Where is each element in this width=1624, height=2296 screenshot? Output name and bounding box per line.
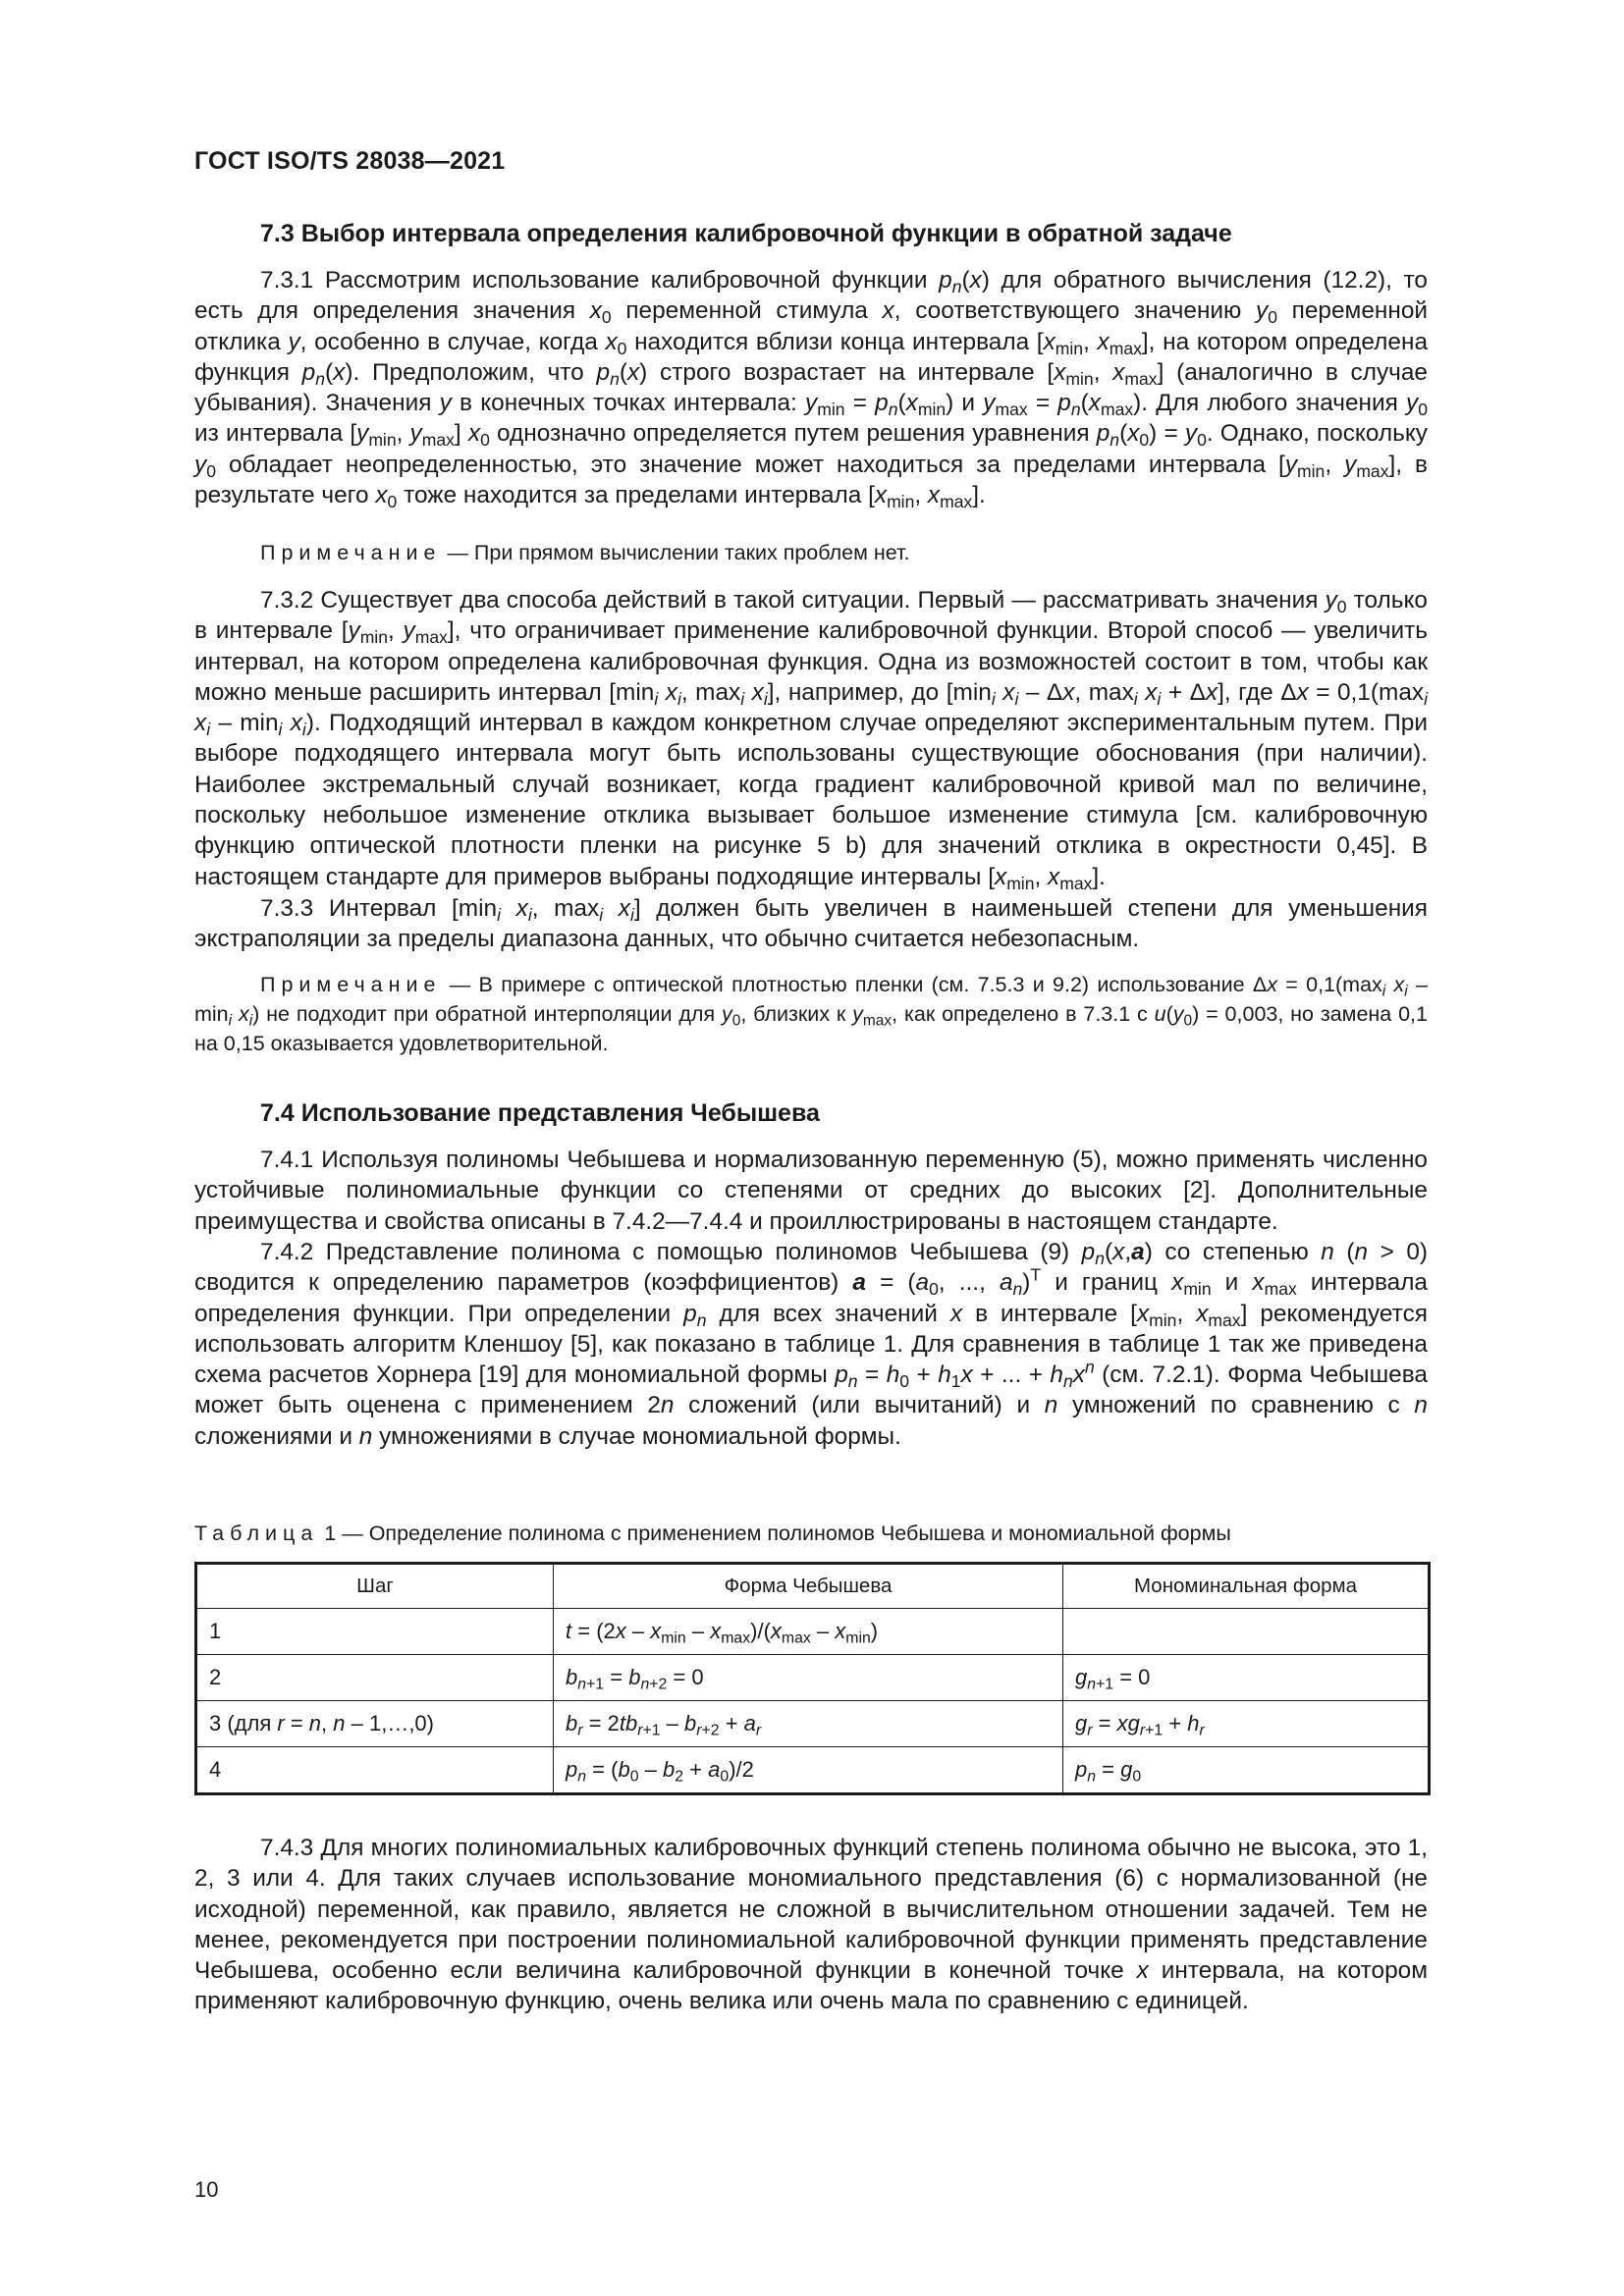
paragraph-7-4-2: 7.4.2 Представление полинома с помощью полиномов Чебышева (9) $p_n(x,a)$ со степенью n (n > 0) сводится к определению параметров (коэффициентов) $a = (a_0$, ..., $a_n)^T$ и границ $x_{min}$ и $x_{max}$ интервала определения функции. При определении $p_n$ для всех значений x в интервале [$x_{min}$, $x_{max}$] рекомендуется использовать алгоритм Кленшоу [5], как показано в таблице 1. Для сравнения в таблице 1 так же приведена схема расчетов Хорнера [19] для мономиальной формы $p_n = h_0 + h_1x$ + ... + $h_nx^n$ (см. 7.2.1). Форма Чебышева может быть оценена с применением 2n сложений (или вычитаний) и n умножений по сравнению с n сложениями и n умножениями в случае мономиальной формы. xyxy=(194,1239,1429,1450)
cell-chebyshev: $t = (2x - x_{min} - x_{max})/(x_{max} - x_{min})$ xyxy=(554,1609,1063,1655)
cell-monomial: $p_n = g_0$ xyxy=(1063,1747,1430,1794)
cell-step: 3 (для r = n, n – 1,…,0) xyxy=(196,1701,554,1747)
cell-step: 2 xyxy=(196,1655,554,1701)
page-number: 10 xyxy=(194,2177,219,2202)
note-label: Примечание xyxy=(260,541,442,564)
table-header-row xyxy=(196,1564,1430,1609)
document-header: ГОСТ ISO/TS 28038—2021 xyxy=(194,147,506,175)
table-row xyxy=(196,1609,1430,1655)
table-caption-label: Таблица xyxy=(194,1522,319,1545)
paragraph-7-3-3: 7.3.3 Интервал [$\min_i$ $x_i$, $\max_i x_i$] должен быть увеличен в наименьшей степени для уменьшения экстраполяции за пределы диапазона данных, что обычно считается небезопасным. xyxy=(194,895,1428,953)
cell-chebyshev: $b_{n+1} = b_{n+2} = 0$ xyxy=(554,1655,1063,1701)
table-caption-text: 1 — Определение полинома с применением полиномов Чебышева и мономиальной формы xyxy=(324,1522,1231,1545)
cell-step: 4 xyxy=(196,1747,554,1794)
paragraph-7-3-1: 7.3.1 Рассмотрим использование калибровочной функции $p_n(x)$ для обратного вычисления (12.2), то есть для определения значения $x_0$ переменной стимула x, соответствующего значению $y_0$ переменной отклика y, особенно в случае, когда $x_0$ находится вблизи конца интервала [$x_{min}$, $x_{max}$], на котором определена функция $p_n(x)$. Предположим, что $p_n(x)$ строго возрастает на интервале [$x_{min}$, $x_{max}$] (аналогично в случае убывания). Значения y в конечных точках интервала: $y_{min} = p_n(x_{min})$ и $y_{max} = p_n(x_{max})$. Для любого значения $y_0$ из интервала [$y_{min}$, $y_{max}$] $x_0$ однозначно определяется путем решения уравнения $p_n(x_0) = y_0$. Однако, поскольку $y_0$ обладает неопределенностью, это значение может находиться за пределами интервала [$y_{min}$, $y_{max}$], в результате чего $x_0$ тоже находится за пределами интервала [$x_{min}$, $x_{max}$]. xyxy=(194,267,1429,511)
cell-monomial: $g_r = xg_{r+1} + h_r$ xyxy=(1063,1701,1430,1747)
cell-chebyshev: $b_r = 2tb_{r+1} - b_{r+2} + a_r$ xyxy=(554,1701,1063,1747)
cell-chebyshev: $p_n = (b_0 - b_2 + a_0)/2$ xyxy=(554,1747,1063,1794)
paragraph-7-4-1: 7.4.1 Используя полиномы Чебышева и нормализованную переменную (5), можно применять численно устойчивые полиномиальные функции со степенями от средних до высоких [2]. Дополнительные преимущества и свойства описаны в 7.4.2—7.4.4 и проиллюстрированы в настоящем стандарте. xyxy=(194,1147,1428,1235)
note-7-3-1 xyxy=(194,538,1428,567)
table-1 xyxy=(194,1562,1431,1795)
cell-step: 1 xyxy=(196,1609,554,1655)
cell-monomial: $g_{n+1} = 0$ xyxy=(1063,1655,1430,1701)
section-7-4-title: 7.4 Использование представления Чебышева xyxy=(260,1099,820,1127)
header-monomial: Монoминальная форма xyxy=(1063,1564,1430,1609)
cell-monomial xyxy=(1063,1609,1430,1655)
header-step: Шаг xyxy=(196,1564,554,1609)
section-7-3-title: 7.3 Выбор интервала определения калибровочной функции в обратной задаче xyxy=(260,220,1232,247)
table-row xyxy=(196,1701,1430,1747)
paragraph-7-4-3: 7.4.3 Для многих полиномиальных калибровочных функций степень полинома обычно не высока, это 1, 2, 3 или 4. Для таких случаев использование мономиального представления (6) с нормализованной (не исходной) переменной, как правило, является не сложной в вычислительном отношении задачей. Тем не менее, рекомендуется при построении полиномиальной калибровочной функции применять представление Чебышева, особенно если величина калибровочной функции в конечной точке x интервала, на котором применяют калибровочную функцию, очень велика или очень мала по сравнению с единицей. xyxy=(194,1835,1428,2015)
note-text: — При прямом вычислении таких проблем нет. xyxy=(447,541,910,564)
note-label: Примечание xyxy=(260,973,442,996)
header-chebyshev: Форма Чебышева xyxy=(554,1564,1063,1609)
table-row xyxy=(196,1747,1430,1794)
table-1-caption xyxy=(194,1522,1231,1546)
table-row xyxy=(196,1655,1430,1701)
note-7-3-3: Примечание — В примере с оптической плотностью пленки (см. 7.5.3 и 9.2) использование $\Delta x = 0,1(\max_i$ $x_i - \min_i x_i$) не подходит при обратной интерполяции для $y_0$, близких к $y_{max}$, как определено в 7.3.1 с $u(y_0) = 0,003$, но замена 0,1 на 0,15 оказывается удовлетворительной. xyxy=(194,973,1428,1055)
paragraph-7-3-2: 7.3.2 Существует два способа действий в такой ситуации. Первый — рассматривать значения $y_0$ только в интервале [$y_{min}$, $y_{max}$], что ограничивает применение калибровочной функции. Второй способ — увеличить интервал, на котором определена калибровочная функция. Одна из возможностей состоит в том, чтобы как можно меньше расширить интервал [$\min_i$ $x_i$, $\max_i x_i$], например, до [$\min_i$ $x_i$ – Δx, $\max_i x_i + \Delta x$], где $\Delta x = 0,1(\max_i$ $x_i - \min_i x_i$). Подходящий интервал в каждом конкретном случае определяют экспериментальным путем. При выборе подходящего интервала могут быть использованы существующие обоснования (при наличии). Наиболее экстремальный случай возникает, когда градиент калибровочной кривой мал по величине, поскольку небольшое изменение отклика вызывает большое изменение стимула [см. калибровочную функцию оптической плотности пленки на рисунке 5 b) для значений отклика в окрестности 0,45]. В настоящем стандарте для примеров выбраны подходящие интервалы [$x_{min}$, $x_{max}$]. xyxy=(194,587,1428,893)
